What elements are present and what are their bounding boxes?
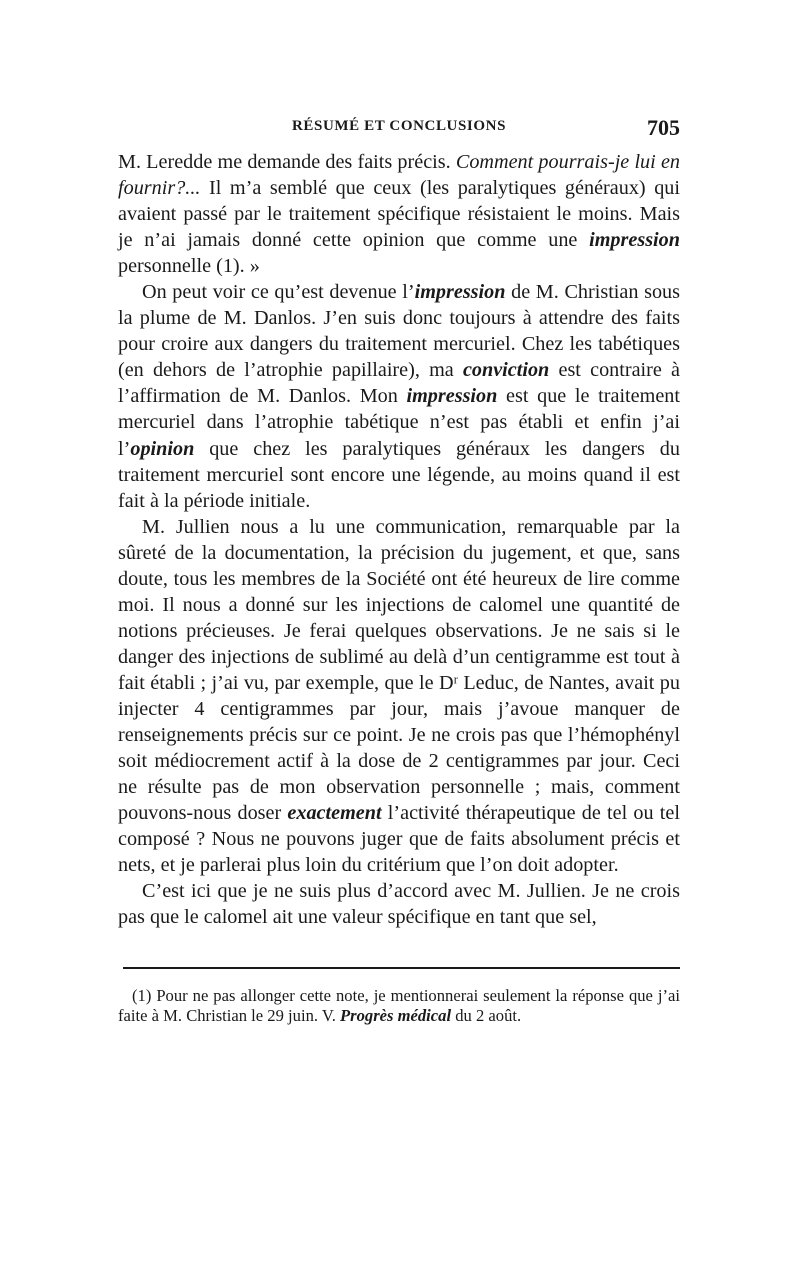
text-run: Il m’a semblé que ceux (les paralytiques généraux) qui avaient passé par le traitement spécifique résistaient le moins. Mais je n’ai jamais donné cette opinion que comme une: [118, 177, 680, 252]
text-run: On peut voir ce qu’est devenue l’: [142, 281, 415, 304]
text-run: personnelle (1). »: [118, 255, 260, 278]
emphasis-text: conviction: [462, 359, 550, 382]
text-run: est contraire à l’affirmation de M. Danlos. Mon: [118, 359, 680, 408]
emphasis-text: exactement: [287, 802, 382, 825]
body-text: [118, 149, 680, 930]
text-run: que chez les paralytiques généraux les dangers du traitement mercuriel sont encore une légende, au moins quand il est fait à la période initiale.: [118, 437, 680, 512]
text-run: C’est ici que je ne suis plus d’accord avec M. Jullien. Je ne crois pas que le calomel ait une valeur spécifique en tant que sel,: [118, 880, 680, 929]
paragraph: [118, 279, 680, 513]
text-run: est que le traitement mercuriel dans l’atrophie tabétique n’est pas établi et enfin j’ai l’: [118, 385, 680, 460]
emphasis-text: impression: [406, 385, 498, 408]
text-run: du 2 août.: [451, 1006, 522, 1025]
text-run: M. Jullien nous a lu une communication, remarquable par la sûreté de la documentation, la précision du jugement, et que, sans doute, tous les membres de la Société ont été heureux de lire comme moi. Il nous a donné sur les injections de calomel une quantité de notions précieuses. Je ferai quelques observations. Je ne sais si le danger des injections de sublimé au delà d’un centigramme est tout à fait établi ; j’ai vu, par exemple, que le Dʳ Leduc, de Nantes, avait pu injecter 4 centigrammes par jour, mais j’avoue manquer de renseignements précis sur ce point. Je ne crois pas que l’hémophényl soit médiocrement actif à la dose de 2 centigrammes par jour. Ceci ne résulte pas de mon observation personnelle ; mais, comment pouvons-nous doser: [118, 515, 680, 825]
paragraph: [118, 514, 680, 879]
text-run: de M. Christian sous la plume de M. Danlos. J’en suis donc toujours à attendre des faits pour croire aux dangers du traitement mercuriel. Chez les tabétiques (en dehors de l’atrophie papillaire), ma: [118, 281, 680, 382]
paragraph: [118, 149, 680, 279]
footnote: [118, 986, 680, 1026]
emphasis-text: impression: [414, 281, 506, 304]
emphasis-text: opinion: [130, 437, 195, 460]
text-run: (1) Pour ne pas allonger cette note, je mentionnerai seulement la réponse que j’ai faite à M. Christian le 29 juin. V.: [118, 986, 680, 1025]
italic-text: Comment pourrais-je lui en fournir?...: [118, 151, 681, 200]
text-run: M. Leredde me demande des faits précis.: [118, 151, 456, 173]
page-number: 705: [647, 115, 680, 140]
emphasis-text: impression: [589, 229, 680, 252]
footnote-rule: [123, 967, 680, 969]
emphasis-text: Progrès médical: [340, 1006, 452, 1025]
running-head-title: RÉSUMÉ ET CONCLUSIONS: [291, 118, 507, 134]
text-run: l’activité thérapeutique de tel ou tel composé ? Nous ne pouvons juger que de faits absolument précis et nets, et je parlerai plus loin du critérium que l’on doit adopter.: [118, 802, 680, 877]
paragraph: [118, 878, 680, 930]
running-head: [118, 116, 680, 142]
